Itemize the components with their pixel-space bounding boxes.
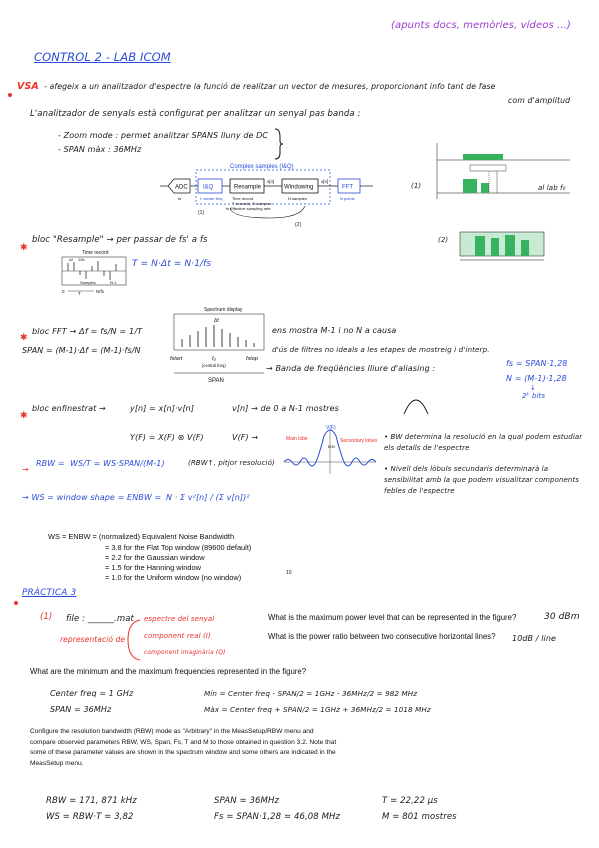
resample-bullet-icon: ✱ <box>20 243 28 253</box>
block-resample: Resample <box>234 184 262 191</box>
vsa-line1: - afegeix a un analitzador d'espectre la funció de realitzar un vector de mesures, proporcionant info tant de fase <box>44 82 496 91</box>
zoom-mode: - Zoom mode : permet analitzar SPANS lluny de DC <box>58 131 269 140</box>
tr-dt: Δt <box>69 257 73 262</box>
enbw-row-1: = 2.2 for the Gaussian window <box>105 553 205 562</box>
answer-1: 30 dBm <box>544 612 580 622</box>
tr-fs: 1/fs <box>78 257 85 262</box>
block-diagram <box>160 158 375 228</box>
tr-zero: 0 <box>62 289 65 294</box>
vsa-line2: com d'amplitud <box>508 96 571 105</box>
sd-fstart: fstart <box>170 356 183 362</box>
practica-bullet-icon <box>14 592 21 611</box>
diagram-title: Complex samples (I&Q) <box>230 164 294 170</box>
window-eq1: y[n] = x[n]·v[n] <box>130 404 195 413</box>
fft-title: bloc FFT → Δf = fs/N = 1/T <box>32 326 143 336</box>
result-fs: Fs = SPAN·1,28 = 46,08 MHz <box>214 812 341 822</box>
result-span: SPAN = 36MHz <box>214 796 279 806</box>
window-shape-icon <box>402 396 430 416</box>
annot-2: (2) <box>295 222 302 228</box>
fs-prime-label: fs' <box>178 196 182 201</box>
fft-n-eq: N = (M-1)·1,28 <box>506 374 567 383</box>
min-freq: Mín = Center freq - SPAN/2 = 1GHz - 36MHz/2 = 982 MHz <box>204 689 418 698</box>
lobe-note: • Nivell dels lòbuls secundaris determinarà la sensibilitat amb la que podem visualitzar components febles de l'espectre <box>384 465 580 495</box>
enbw-row-0: = 3.8 for the Flat Top window (89600 default) <box>105 543 252 552</box>
max-freq: Màx = Center freq + SPAN/2 = 1GHz + 36MHz/2 = 1018 MHz <box>204 705 431 714</box>
repr-item-2: component imaginària (Q) <box>144 649 226 656</box>
lobes-main: Main lobe <box>286 436 308 442</box>
page-title: CONTROL 2 - LAB ICOM <box>34 50 171 64</box>
at-lab-note: al lab f₀ <box>538 184 566 192</box>
rbw-eq: WS/T = WS·SPAN/(M-1) <box>70 459 165 468</box>
window-bullet-icon: ✱ <box>20 411 28 421</box>
resample-eq: T = N·Δt = N·1/fs <box>132 259 212 269</box>
rbw-arrow-icon: → <box>22 465 29 474</box>
question-3: What are the minimum and the maximum frequencies represented in the figure? <box>30 667 307 676</box>
result-rbw: RBW = 171, 871 kHz <box>46 796 137 806</box>
question-1: What is the maximum power level that can be represented in the figure? <box>268 613 517 622</box>
lobes-bn: B/N <box>328 444 335 449</box>
rbw-note: (RBW↑, pitjor resolució) <box>188 459 275 467</box>
fft-note2: d'ús de filtres no ideals a les etapes de mostreig i d'interp. <box>272 345 490 354</box>
brace-icon <box>272 127 284 161</box>
fft-span-eq: SPAN = (M-1)·Δf = (M-1)·fs/N <box>22 346 141 355</box>
sub-iq: f, center freq <box>200 196 223 201</box>
sd-fstop: fstop <box>246 356 258 362</box>
block-fft: FFT <box>342 184 353 191</box>
sd-title: Spectrum display <box>204 307 243 313</box>
window-title: bloc enfinestrat → <box>32 404 106 413</box>
enbw-ref: 10 <box>286 570 292 576</box>
annot-1: (1) <box>198 210 205 216</box>
fft-arrow: ↓ <box>530 384 536 392</box>
enbw-row-2: = 1.5 for the Hanning window <box>105 563 201 572</box>
tr-samples: Samples <box>80 280 96 285</box>
enbw-row-3: = 1.0 for the Uniform window (no window) <box>105 573 242 582</box>
sd-df: Δf <box>214 318 219 324</box>
vsa-bullet-icon <box>8 84 15 103</box>
block-windowing: Windowing <box>284 184 314 191</box>
vsa-display-figure <box>455 226 550 268</box>
sub-resample-1: T seconds, N samples <box>232 201 272 206</box>
lobes-figure <box>280 422 380 484</box>
port-1: x[n] <box>267 179 275 184</box>
repr-item-1: component real (I) <box>144 632 211 640</box>
sub-resample-2: fs Effective sampling rate <box>226 206 271 211</box>
ws-label: → WS = window shape = ENBW = <box>22 493 162 502</box>
fft-band: → Banda de freqüències lliure d'aliasing : <box>266 364 436 373</box>
result-m: M = 801 mostres <box>382 812 457 822</box>
repr-brace-icon <box>124 618 142 662</box>
fft-note1: ens mostra M-1 i no N a causa <box>272 326 397 335</box>
lobes-vf: V(F) <box>326 425 336 431</box>
vsa-bullet: L'analitzador de senyals està configurat per analitzar un senyal pas banda : <box>30 109 361 119</box>
annot-1-right: (1) <box>411 182 422 190</box>
fft-bits: 2ᵏ bits <box>522 392 546 400</box>
resample-title: bloc "Resample" → per passar de fs' a fs <box>32 235 208 245</box>
question-2: What is the power ratio between two consecutive horizontal lines? <box>268 632 496 641</box>
center-freq: Center freq = 1 GHz <box>50 689 134 698</box>
window-eq2: Y(F) = X(F) ⊛ V(F) <box>130 433 204 442</box>
tr-t: T <box>78 291 81 296</box>
practica-repr: representació de <box>60 635 126 644</box>
port-2: x[n] <box>321 179 329 184</box>
sub-resample-0: Time record <box>232 196 254 201</box>
answer-2: 10dB / line <box>512 634 557 643</box>
result-ws: WS = RBW·T = 3,82 <box>46 812 134 822</box>
practica-file: file : ______.mat <box>66 614 134 624</box>
repr-item-0: espectre del senyal <box>144 615 215 623</box>
fft-fs-eq: fs = SPAN·1,28 <box>506 359 568 368</box>
sub-fft: N points <box>340 196 355 201</box>
time-record-figure <box>58 248 130 300</box>
block-adc: ADC <box>175 184 188 191</box>
vsa-label: VSA <box>17 81 39 92</box>
sd-fcenter: (central freq) <box>202 363 226 368</box>
practica-title: PRÀCTICA 3 <box>22 588 77 598</box>
annot-2-right: (2) <box>438 236 449 244</box>
tr-nfs: N/fs <box>96 289 105 294</box>
tr-title: Time record <box>82 250 109 256</box>
practica-num: (1) <box>40 612 53 622</box>
tr-n1: N-1 <box>110 280 117 285</box>
spectrum-display-figure <box>168 305 268 387</box>
bw-note: • BW determina la resolució en la qual podem estudiar els detalls de l'espectre <box>384 433 583 452</box>
window-vf: V(F) → <box>232 433 259 442</box>
result-t: T = 22,22 µs <box>382 796 438 806</box>
frequency-response-figure <box>425 135 575 205</box>
enbw-head: WS = ENBW = (normalized) Equivalent Noise Bandwidth <box>48 532 235 541</box>
header-note: (apunts docs, memòries, vídeos ...) <box>391 20 571 31</box>
window-vn: v[n] → de 0 a N-1 mostres <box>232 404 339 413</box>
block-iq: I&Q <box>203 184 214 191</box>
span-max: - SPAN màx : 36MHz <box>58 145 142 154</box>
span-value: SPAN = 36MHz <box>50 705 112 714</box>
configure-text: Configure the resolution bandwidth (RBW) mode as "Arbitrary" in the MeasSetup/RBW menu and compare observed parameters RBW, WS, Span, Fs, T and M to those obtained in question 3.2. Note that some of these parameter values are shown in the spectrum window and some others are indicated in the MeasSetup menu. <box>30 728 337 767</box>
rbw-label: RBW = <box>36 459 65 468</box>
ws-eq: N · Σ v²[n] / (Σ v[n])² <box>166 493 250 502</box>
sd-span: SPAN <box>208 378 224 384</box>
fft-bullet-icon: ✱ <box>20 333 28 343</box>
sub-window: N samples <box>288 196 307 201</box>
lobes-secondary: Secondary lobes <box>340 438 378 444</box>
sd-f0: f₀ <box>212 356 216 362</box>
